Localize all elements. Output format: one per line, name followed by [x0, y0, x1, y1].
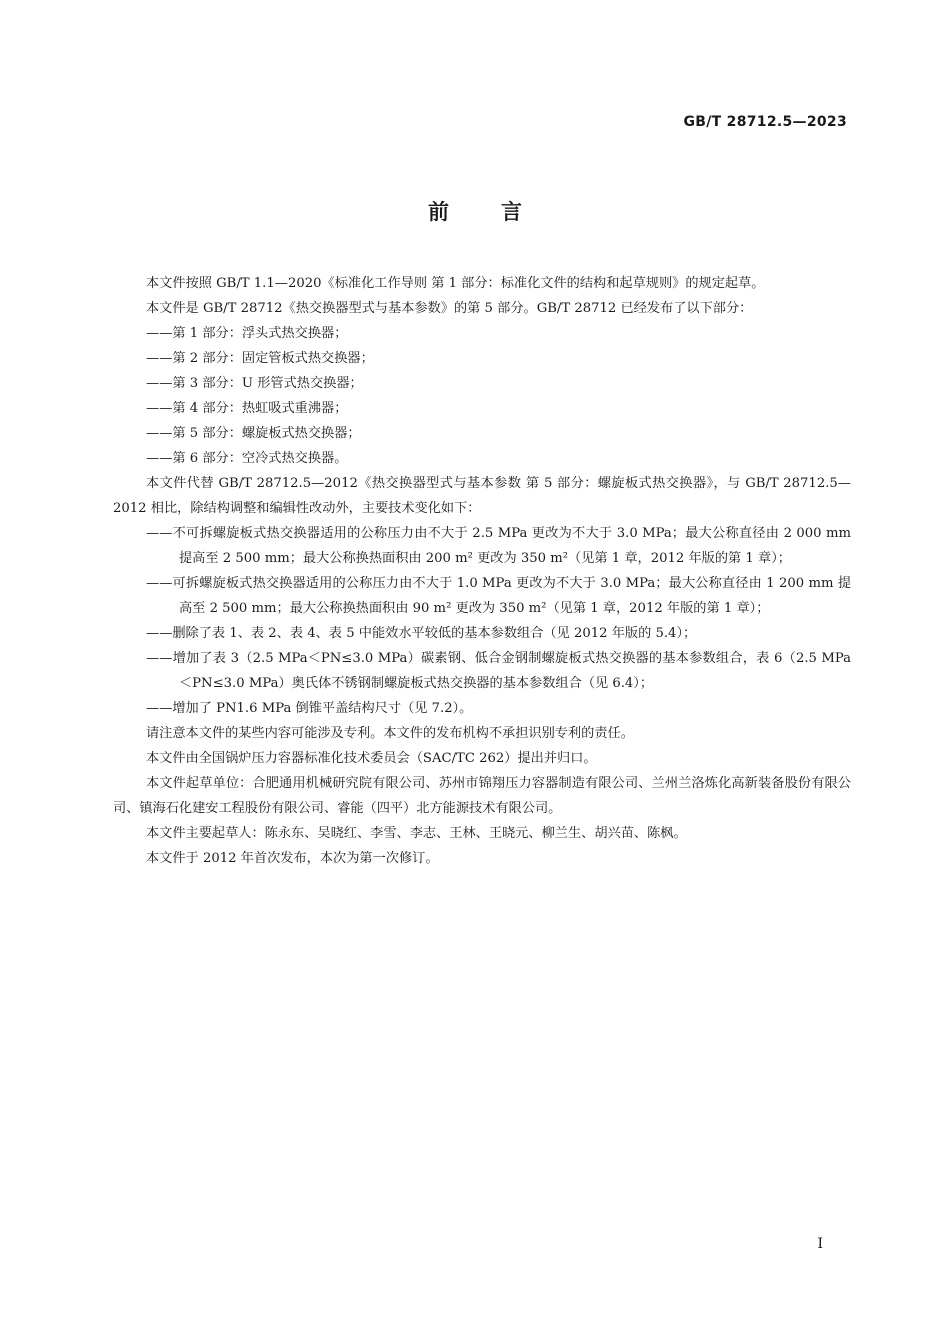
- change-item: ——不可拆螺旋板式热交换器适用的公称压力由不大于 2.5 MPa 更改为不大于 3.0 MPa；最大公称直径由 2 000 mm 提高至 2 500 mm；最大公称换热面积由 200 m² 更改为 350 m²（见第 1 章，2012 年版的第 1 章）；: [146, 526, 851, 566]
- list-item: ——第 3 部分：U 形管式热交换器；: [146, 376, 363, 391]
- foreword-body: [113, 271, 851, 871]
- replacement-paragraph: 本文件代替 GB/T 28712.5—2012《热交换器型式与基本参数 第 5 部分：螺旋板式热交换器》，与 GB/T 28712.5—2012 相比，除结构调整和编辑性改动外，主要技术变化如下：: [113, 476, 851, 516]
- list-item: ——第 6 部分：空冷式热交换器。: [146, 451, 348, 466]
- patent-notice: 请注意本文件的某些内容可能涉及专利。本文件的发布机构不承担识别专利的责任。: [146, 726, 634, 741]
- list-item: ——第 1 部分：浮头式热交换器；: [146, 326, 348, 341]
- series-paragraph: 本文件是 GB/T 28712《热交换器型式与基本参数》的第 5 部分。GB/T 28712 已经发布了以下部分：: [146, 301, 753, 316]
- change-item: ——增加了表 3（2.5 MPa＜PN≤3.0 MPa）碳素钢、低合金钢制螺旋板式热交换器的基本参数组合，表 6（2.5 MPa＜PN≤3.0 MPa）奥氏体不锈钢制螺旋板式热交换器的基本参数组合（见 6.4）；: [146, 651, 851, 691]
- change-item: ——可拆螺旋板式热交换器适用的公称压力由不大于 1.0 MPa 更改为不大于 3.0 MPa；最大公称直径由 1 200 mm 提高至 2 500 mm；最大公称换热面积由 90 m² 更改为 350 m²（见第 1 章，2012 年版的第 1 章）；: [146, 576, 851, 616]
- change-item: ——增加了 PN1.6 MPa 倒锥平盖结构尺寸（见 7.2）。: [146, 701, 473, 716]
- drafting-units-paragraph: 本文件起草单位：合肥通用机械研究院有限公司、苏州市锦翔压力容器制造有限公司、兰州兰洛炼化高新装备股份有限公司、镇海石化建安工程股份有限公司、睿能（四平）北方能源技术有限公司。: [113, 776, 851, 816]
- intro-paragraph: 本文件按照 GB/T 1.1—2020《标准化工作导则 第 1 部分：标准化文件的结构和起草规则》的规定起草。: [146, 276, 765, 291]
- list-item: ——第 4 部分：热虹吸式重沸器；: [146, 401, 348, 416]
- committee-paragraph: 本文件由全国锅炉压力容器标准化技术委员会（SAC/TC 262）提出并归口。: [146, 751, 597, 766]
- page-number: I: [817, 1236, 823, 1252]
- list-item: ——第 5 部分：螺旋板式热交换器；: [146, 426, 361, 441]
- page-title: 前言: [428, 200, 574, 224]
- list-item: ——第 2 部分：固定管板式热交换器；: [146, 351, 374, 366]
- publication-history: 本文件于 2012 年首次发布，本次为第一次修订。: [146, 851, 439, 866]
- change-item: ——删除了表 1、表 2、表 4、表 5 中能效水平较低的基本参数组合（见 2012 年版的 5.4）；: [146, 626, 697, 641]
- standard-code: GB/T 28712.5—2023: [683, 114, 847, 130]
- drafters-paragraph: 本文件主要起草人：陈永东、吴晓红、李雪、李志、王林、王晓元、柳兰生、胡兴苗、陈枫。: [146, 826, 687, 841]
